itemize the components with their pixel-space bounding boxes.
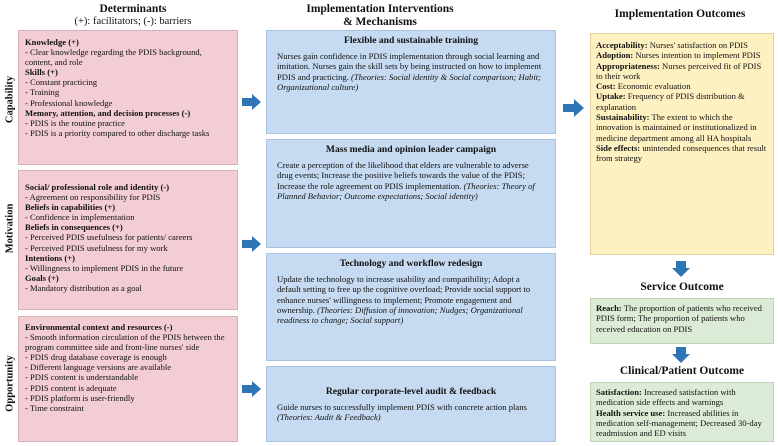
interventions-header-line2: & Mechanisms bbox=[343, 16, 417, 28]
opportunity-item: - PDIS platform is user-friendly bbox=[25, 392, 135, 403]
motivation-group-title: Beliefs in capabilities (+) bbox=[25, 202, 116, 213]
opportunity-label: Opportunity bbox=[4, 355, 16, 412]
outcome-term: Health service use: bbox=[596, 407, 666, 418]
right-arrow-icon bbox=[242, 381, 262, 397]
capability-item: - Clear knowledge regarding the PDIS background, content, and role bbox=[25, 47, 202, 68]
implementation-outcomes-header: Implementation Outcomes bbox=[614, 8, 746, 20]
outcome-term: Side effects: bbox=[596, 142, 641, 153]
outcome-term: Appropriateness: bbox=[596, 60, 660, 71]
motivation-item: - Agreement on responsibility for PDIS bbox=[25, 192, 161, 203]
motivation-item: - Perceived PDIS usefulness for my work bbox=[25, 242, 168, 253]
service-outcome-header: Service Outcome bbox=[640, 281, 724, 293]
outcome-desc: Frequency of PDIS distribution & explanation bbox=[596, 91, 745, 112]
motivation-item: - Perceived PDIS usefulness for patients/ careers bbox=[25, 232, 193, 243]
outcome-desc: Increased abilities in medication self-management; Decreased 30-day readmission and ED visits bbox=[596, 407, 762, 439]
intervention-campaign bbox=[266, 139, 556, 248]
outcome-term: Adoption: bbox=[596, 50, 634, 61]
clinical-health-service-use bbox=[596, 408, 768, 439]
outcome-uptake bbox=[596, 91, 768, 112]
opportunity-item: - PDIS drug database coverage is enough bbox=[25, 352, 167, 363]
intervention-description bbox=[277, 51, 545, 92]
motivation-item: - Willingness to implement PDIS in the future bbox=[25, 262, 184, 273]
outcome-sustainability bbox=[596, 112, 768, 143]
outcome-appropriateness bbox=[596, 61, 768, 82]
intervention-text: Nurses gain confidence in PDIS implementation through social learning and imitation. Nurses gain the skill sets by being instructed on how to implement PDIS and practicing. bbox=[277, 51, 542, 82]
motivation-box bbox=[18, 170, 238, 310]
capability-item: - PDIS is a priority compared to other discharge tasks bbox=[25, 127, 210, 138]
intervention-title: Regular corporate-level audit & feedback bbox=[325, 386, 497, 397]
service-reach bbox=[596, 303, 768, 334]
outcome-desc: Nurses intention to implement PDIS bbox=[635, 50, 761, 61]
determinants-subheader: (+): facilitators; (-): barriers bbox=[74, 16, 192, 27]
outcome-desc: The proportion of patients who received PDIS form; The proportion of patients who received education on PDIS bbox=[596, 303, 762, 334]
outcome-desc: Increased satisfaction with medication side effects and warnings bbox=[596, 387, 736, 408]
outcome-acceptability bbox=[596, 40, 768, 50]
capability-item: - PDIS is the routine practice bbox=[25, 117, 125, 128]
opportunity-group-title: Environmental context and resources (-) bbox=[25, 322, 173, 332]
outcome-term: Acceptability: bbox=[596, 40, 648, 50]
intervention-text: Create a perception of the likelihood that elders are vulnerable to adverse drug events; Increase the positive beliefs towards the value of the PDIS; Increase the role agreement on PDIS implementation. bbox=[277, 160, 529, 191]
capability-item: - Training bbox=[25, 87, 60, 98]
outcome-desc: Nurses perceived fit of PDIS to their work bbox=[596, 60, 762, 81]
capability-label: Capability bbox=[4, 75, 16, 124]
intervention-training bbox=[266, 30, 556, 134]
outcome-side-effects bbox=[596, 143, 768, 164]
intervention-text: Guide nurses to successfully implement PDIS with concrete action plans bbox=[277, 402, 527, 413]
motivation-item: - Confidence in implementation bbox=[25, 212, 135, 223]
clinical-outcome-header: Clinical/Patient Outcome bbox=[619, 365, 745, 377]
outcome-cost bbox=[596, 81, 768, 91]
intervention-theories: (Theories: Social identity & Social comparison; Habit; Organizational culture) bbox=[277, 71, 541, 92]
down-arrow-icon bbox=[672, 261, 690, 277]
capability-item: - Professional knowledge bbox=[25, 97, 113, 108]
outcome-desc: unintended consequences that result from strategy bbox=[596, 142, 767, 164]
right-arrow-icon bbox=[242, 236, 262, 252]
intervention-description bbox=[277, 274, 545, 325]
service-outcome-box bbox=[590, 298, 774, 344]
implementation-outcomes-box bbox=[590, 33, 774, 255]
right-arrow-icon bbox=[563, 99, 585, 117]
outcome-term: Satisfaction: bbox=[596, 387, 642, 397]
motivation-group-title: Intentions (+) bbox=[25, 252, 76, 263]
clinical-satisfaction bbox=[596, 387, 768, 408]
capability-group-title: Skills (+) bbox=[25, 67, 58, 78]
opportunity-item: - Different language versions are available bbox=[25, 362, 172, 373]
outcome-desc: The extent to which the innovation is maintained or institutionalized in medicine department among all HA hospitals bbox=[596, 112, 757, 143]
outcome-term: Cost: bbox=[596, 81, 616, 92]
right-arrow-icon bbox=[242, 94, 262, 110]
opportunity-item: - PDIS content is adequate bbox=[25, 382, 117, 393]
opportunity-item: - Smooth information circulation of the PDIS between the program committee side and front-line nurses' side bbox=[25, 332, 225, 353]
intervention-title: Flexible and sustainable training bbox=[343, 35, 479, 46]
opportunity-item: - PDIS content is understandable bbox=[25, 372, 139, 383]
outcome-adoption bbox=[596, 50, 768, 60]
motivation-label: Motivation bbox=[4, 203, 16, 254]
capability-group-title: Memory, attention, and decision processes (-) bbox=[25, 107, 191, 118]
outcome-term: Uptake: bbox=[596, 91, 626, 102]
outcome-term: Sustainability: bbox=[596, 112, 650, 123]
capability-item: - Constant practicing bbox=[25, 77, 98, 88]
intervention-description bbox=[277, 402, 545, 423]
intervention-theories: (Theories: Diffusion of innovation; Nudges; Organizational readiness to change; Social support) bbox=[277, 304, 523, 326]
capability-box bbox=[18, 30, 238, 165]
intervention-audit bbox=[266, 366, 556, 442]
motivation-group-title: Goals (+) bbox=[25, 272, 59, 283]
motivation-group-title: Social/ professional role and identity (-) bbox=[25, 182, 170, 192]
opportunity-box bbox=[18, 316, 238, 442]
down-arrow-icon bbox=[672, 347, 690, 363]
opportunity-item: - Time constraint bbox=[25, 402, 84, 413]
interventions-header-line1: Implementation Interventions bbox=[306, 3, 454, 15]
intervention-title: Mass media and opinion leader campaign bbox=[325, 144, 497, 155]
intervention-theories: (Theories: Theory of Planned Behavior; Outcome expectations; Social identity) bbox=[277, 180, 535, 201]
motivation-item: - Mandatory distribution as a goal bbox=[25, 282, 142, 293]
determinants-header: Determinants bbox=[99, 3, 167, 15]
clinical-outcome-box bbox=[590, 382, 774, 442]
intervention-theories: (Theories: Audit & Feedback) bbox=[277, 412, 381, 423]
outcome-desc: Nurses' satisfaction on PDIS bbox=[649, 40, 748, 50]
motivation-group-title: Beliefs in consequences (+) bbox=[25, 222, 123, 233]
outcome-desc: Economic evaluation bbox=[617, 81, 691, 92]
capability-group-title: Knowledge (+) bbox=[25, 37, 79, 47]
intervention-text: Update the technology to increase usability and compatibility; Adopt a default setting to free up the cognitive overload; Provide social support to enhance nurses' willingness to implement; Promote engagement and ownership. bbox=[277, 274, 531, 315]
outcome-term: Reach: bbox=[596, 303, 622, 313]
intervention-title: Technology and workflow redesign bbox=[339, 258, 483, 269]
intervention-technology bbox=[266, 253, 556, 361]
intervention-description bbox=[277, 160, 545, 201]
